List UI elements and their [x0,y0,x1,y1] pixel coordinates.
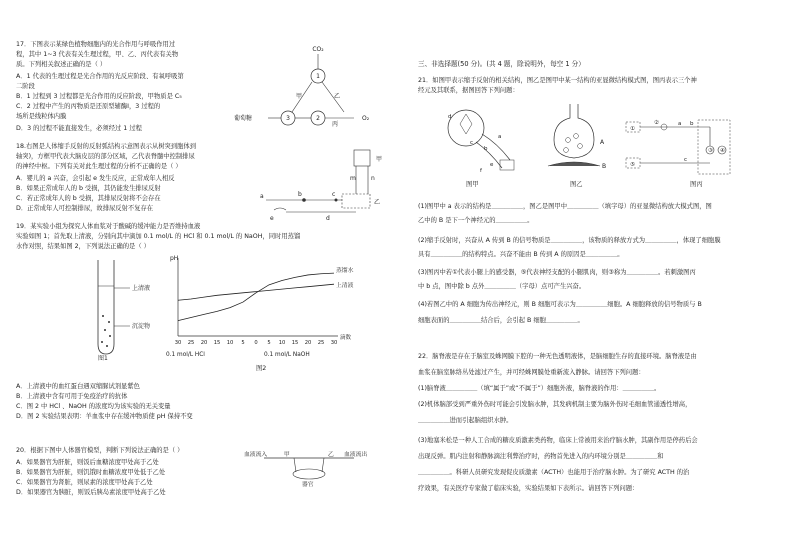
q22-item-2b: ＿＿＿＿＿进而引起脑组织水肿。 [418,417,513,424]
q19-option: D．图 2 实验结果表明：羊血浆中存在缓冲物质使 pH 保持不变 [16,413,193,420]
jia-box-label: 甲 [376,156,383,163]
x-tick-label: 15 [291,340,299,346]
a-label: a [498,134,502,140]
q17-option: A．1 代表的生理过程是光合作用的光反应阶段、有氧呼吸第 [16,73,184,80]
q19-line-1: 19．某实验小组为探究人体血浆对于酸碱的缓冲能力是否维持血液 [16,223,201,230]
x-label-naoh: 0.1 mol/L NaOH [264,352,310,358]
x-tick-label: 20 [304,340,312,346]
q18-line-3: 的神经中枢。下列有关对此生理过程的分析不正确的是（ ） [16,163,182,170]
section-3-header: 三、非选择题(50 分)。(共 4 题，除说明外，每空 1 分） [418,60,585,68]
blood-out-label: 血液流出 [344,452,368,458]
x-tick-label: 20 [200,340,208,346]
fig-bing-a-label: a [678,121,682,127]
test-tube-figure [76,256,166,366]
x-tick-label: 10 [226,340,234,346]
e-label: e [490,162,494,168]
figure-yi-caption: 图乙 [570,181,583,188]
q21-item-2b: 具有＿＿＿＿＿的结构特点。兴奋不能由 B 传到 A 的原因是＿＿＿＿＿。 [418,251,624,258]
B-label: B [602,163,607,170]
series-label: 蒸馏水 [336,268,354,275]
q17-line-1: 17．下图表示某绿色植物细胞内的光合作用与呼吸作用过 [16,41,176,48]
q20-option: A．如果器官为肝脏，则饭后血糖浓度甲处高于乙处 [16,459,159,466]
jia-label: 甲 [284,452,290,458]
q17-option: 场所是线粒体内膜 [16,113,67,120]
q18-line-1: 18.右图是人体缩手反射的反射弧结构示意图表示从树突到胞体到 [16,143,197,150]
q22-item-3c: ＿＿＿＿＿。科研人员研究发现促皮质激素（ACTH）也能用于治疗脑水肿。为了研究 ACTH 的治 [418,469,690,476]
figure-jia-caption: 图甲 [466,181,479,188]
figure-jia-reflex [440,104,522,176]
q17-line-2: 程，其中 1~3 代表有关生理过程，甲、乙、丙代表有关物 [16,51,179,58]
q21-line-2: 经元及其联系，据图回答下列问题： [418,87,519,94]
q19-line-2: 实验如图 1；首先取上清液，分别向其中滴加 0.1 mol/L 的 HCl 和 0.1 mol/L 的 NaOH，同时用蒸馏 [16,233,301,240]
o2-label: O₂ [362,115,370,122]
q22-item-3d: 疗效果，有关医疗专家做了临床实验，实验结果如下表所示。请回答下列问题： [418,485,639,492]
sediment-label: 沉淀物 [132,323,151,330]
glucose-label: 葡萄糖 [234,115,253,122]
q18-line-2: 轴突)，方框甲代表大脑皮层的部分区域，乙代表脊髓中控制排尿 [16,153,195,160]
d-label: d [448,114,452,120]
supernatant-label: 上清液 [132,285,151,292]
x-tick-label: 5 [267,340,271,346]
series-label: 上清液 [336,283,354,290]
yi-box-label: 乙 [374,199,381,206]
bing-label: 丙 [332,121,339,128]
q21-item-1a: (1)图甲中 a 表示的结构是＿＿＿＿＿，图乙是图甲中＿＿＿＿＿（填字母）的亚显微结构放大模式图，图 [418,203,712,210]
x-tick-label: 10 [278,340,286,346]
q20-option: D．如果器官为胰脏，则饭后胰岛素浓度甲处高于乙处 [16,489,166,496]
q18-option: B．如果正常成年人的 b 受损，其仍能发生排尿反射 [16,185,161,192]
q17-cycle-diagram [234,42,384,132]
series-line-supernatant [178,284,334,300]
b-label: b [298,191,302,198]
x-tick-label: 15 [213,340,221,346]
node-2-label: 2 [316,115,320,122]
organ-label: 器官 [302,482,314,488]
q20-option: B．如果器官为肝脏，则饥饿时血糖浓度甲处低于乙处 [16,469,166,476]
a-label: a [260,193,264,200]
c-label: c [332,191,336,198]
n5-label: ⑤ [630,162,635,168]
n4-label: ④ [720,148,725,154]
fig2-caption: 图2 [256,365,267,372]
q18-option: A．婴儿的 a 兴奋，会引起 e 发生反应，正常成年人相反 [16,175,175,182]
figure-bing-caption: 图丙 [690,181,703,188]
A-label: A [600,139,605,146]
fig1-caption: 图1 [98,355,108,362]
n1-label: ① [630,126,635,132]
q21-line-1: 21．如图甲表示缩手反射的相关结构，图乙是图甲中某一结构的亚显微结构模式图，图丙表示三个神 [418,77,697,84]
y-axis-label: pH [170,255,179,262]
q21-item-1b: 乙中的 B 是下一个神经元的＿＿＿＿＿。 [418,217,534,224]
n3-label: ③ [708,148,713,154]
figure-yi-synapse [540,100,610,176]
q19-option: A．上清液中的血红蛋白遇双缩脲试剂显紫色 [16,383,140,390]
q22-item-3a: (3)地塞米松是一种人工合成的糖皮质激素类药物，临床上常被用来治疗脑水肿，其副作用是停药后会 [418,437,698,444]
x-tick-label: 5 [241,340,245,346]
q22-item-3b: 出现反弹。肌内注射和静脉滴注利弊治疗时，药物首先进入的内环境分别是＿＿＿＿＿和 [418,453,664,460]
q21-item-3a: (3)图丙中若①代表小腿上的感受器，⑤代表神经支配的小腿肌肉，则③称为＿＿＿＿＿。若刺激图丙 [418,269,696,276]
q18-option: D．正常成年人可控制排尿，故排尿反射不复存在 [16,205,154,212]
yi-label: 乙 [334,93,341,100]
q22-item-2a: (2)机体脑部受到严重外伤时可能会引发脑水肿，其发病机制主要为脑外伤时毛细血管通透性增高， [418,401,692,408]
n-label: n [371,175,375,182]
jia-label: 甲 [296,93,303,100]
ph-line-chart [164,252,364,362]
q17-option: B．1 过程到 3 过程都是光合作用的反应阶段，甲物质是 C₅ [16,93,182,100]
q20-line-1: 20．根据下图中人体器官模型，判断下列说法正确的是（ ） [16,447,184,454]
q22-line-2: 血浆在脑室脉络丛处滤过产生，并可经蛛网膜处重新流入静脉。请回答下列问题： [418,369,645,376]
q21-item-3b: 中 b 点，图中除 b 点外＿＿＿＿＿（字母）点可产生兴奋。 [418,283,586,290]
blood-in-label: 血液流入 [244,452,268,458]
q19-line-3: 水作对照，结果如图 2，下列说法正确的是（ ） [16,243,150,250]
series-line-distilled-water [178,273,334,320]
node-1-label: 1 [316,73,320,80]
organ-model-diagram [244,448,384,488]
n2-label: ② [654,120,659,126]
fig-bing-b-label: b [690,121,694,127]
q17-line-3: 质。下列相关叙述正确的是（ ） [16,61,107,68]
q18-reflex-arc-diagram [246,148,386,223]
f-label: f [480,168,482,174]
b-label: b [484,146,488,152]
co2-label: CO₂ [312,46,324,53]
x-tick-label: 0 [254,340,258,346]
x-tick-label: 30 [330,340,338,346]
x-label-hcl: 0.1 mol/L HCl [166,352,205,358]
q17-option: D．3 的过程不能直接发生，必须经过 1 过程 [16,125,142,132]
yi-label: 乙 [328,452,334,458]
figure-bing-neurons [624,118,736,180]
node-3-label: 3 [286,115,290,122]
q21-item-2a: (2)缩手反射时，兴奋从 A 传到 B 的信号物质是＿＿＿＿＿，该物质的释放方式为＿＿＿＿＿，体现了细胞膜 [418,237,721,244]
x-tick-label: 25 [317,340,325,346]
q17-option: C．2 过程中产生的丙物质是还原型辅酶Ⅰ，3 过程的 [16,103,161,110]
q18-option: C．若正常成年人的 b 受损，其排尿反射将不会存在 [16,195,161,202]
m-label: m [350,175,356,182]
e-label: e [270,215,274,222]
c-label: c [470,140,474,146]
q20-option: C．如果器官为肾脏，则尿素的浓度甲处高于乙处 [16,479,153,486]
q17-option: 二阶段 [16,83,35,90]
q19-option: B．上清液中含有可用于免疫治疗的抗体 [16,393,128,400]
x-unit-label: 滴数 [340,335,352,341]
q22-line-1: 22．脑脊液是存在于脑室及蛛网膜下腔的一种无色透明液体，是脑细胞生存的直接环境。脑脊液是由 [418,353,697,360]
q19-option: C．图 2 中 HCl 、NaOH 的浓度均为该实验的无关变量 [16,403,171,410]
q21-item-4a: (4)若图乙中的 A 细胞为传出神经元，则 B 细胞可表示为＿＿＿＿＿细胞。A 细胞释放的信号物质与 B [418,301,702,308]
fig-bing-c-label: c [684,157,688,163]
q21-item-4b: 细胞表面的＿＿＿＿＿结合后，会引起 B 细胞＿＿＿＿＿。 [418,317,584,324]
x-tick-label: 25 [187,340,195,346]
q22-item-1: (1)脑脊液＿＿＿＿＿（填“属于”或“不属于”）细胞外液，脑脊液的作用：＿＿＿＿＿。 [418,385,661,392]
d-label: d [326,215,330,222]
x-tick-label: 30 [174,340,182,346]
